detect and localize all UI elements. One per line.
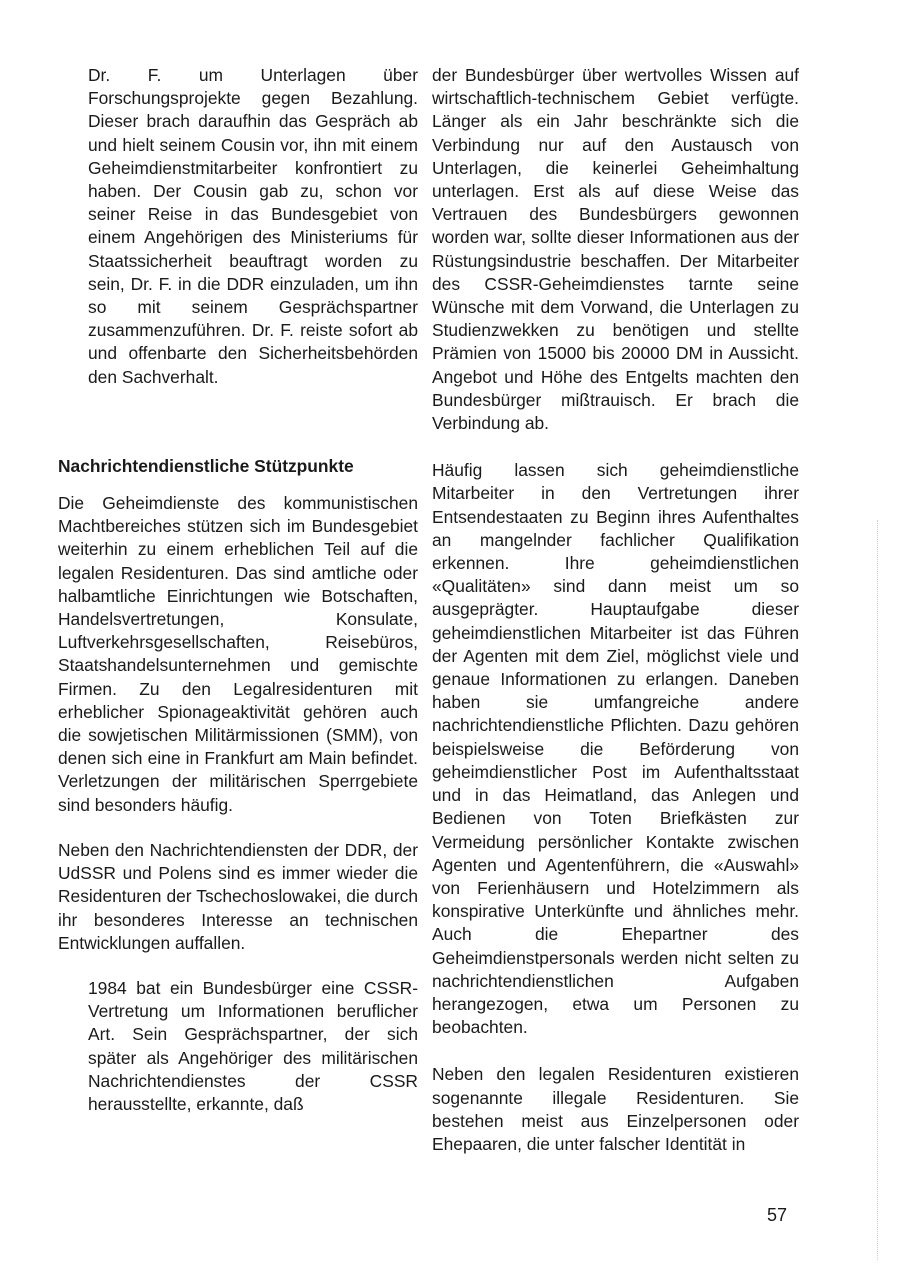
scan-edge-divider [877,520,878,1260]
paragraph-tschechoslowakei: Neben den Nachrichtendiensten der DDR, der UdSSR und Polens sind es immer wieder die Residenturen der Tschechoslowakei, die durch ihr besonderes Interesse an technischen Entwicklungen auffallen. [58,839,418,953]
paragraph-geheimdienst-mitarbeiter: Häufig lassen sich geheimdienstliche Mitarbeiter in den Vertretungen ihrer Entsendestaaten zu Beginn ihres Aufenthaltes an mangelnder fachlicher Qualifikation erkennen. Ihre geheimdienstlichen «Qualitäten» sind dann meist um so ausgeprägter. Hauptaufgabe dieser geheimdienstlichen Mitarbeiter ist das Führen der Agenten mit dem Ziel, möglichst viele und genaue Informationen zu erlangen. Daneben haben sie umfangreiche andere nachrichtendienstliche Pflichten. Dazu gehören beispielsweise die Beförderung von geheimdienstlicher Post im Aufenthaltsstaat und in das Heimatland, das Anlegen und Bedienen von Toten Briefkästen zur Vermeidung persönlicher Kontakte zwischen Agenten und Agentenführern, die «Auswahl» von Ferienhäusern und Hotelzimmern als konspirative Unterkünfte und ähnliches mehr. Auch die Ehepartner des Geheimdienstpersonals werden nicht selten zu nachrichtendienstlichen Aufgaben herangezogen, etwa um Personen zu beobachten. [432,460,799,1038]
left-column [58,64,418,1116]
paragraph-cssr-case-continued: der Bundesbürger über wertvolles Wissen auf wirtschaftlich-technischem Gebiet verfügte. Länger als ein Jahr beschränkte sich die Verbindung nur auf den Austausch von Unterlagen, die keinerlei Geheimhaltung unterlagen. Erst als auf diese Weise das Vertrauen des Bundesbürgers gewonnen worden war, sollte dieser Informationen aus der Rüstungsindustrie beschaffen. Der Mitarbeiter des CSSR-Geheimdienstes tarnte seine Wünsche mit dem Vorwand, die Unterlagen zu Studienzwekken zu benötigen und stellte Prämien von 15000 bis 20000 DM in Aussicht. Angebot und Höhe des Entgelts machten den Bundesbürger mißtrauisch. Er brach die Verbindung ab. [432,65,799,434]
page-number: 57 [767,1205,788,1225]
paragraph-cousin-case: Dr. F. um Unterlagen über Forschungsprojekte gegen Bezahlung. Dieser brach daraufhin das Gespräch ab und hielt seinem Cousin vor, ihn mit einem Geheimdienstmitarbeiter konfrontiert zu haben. Der Cousin gab zu, schon vor seiner Reise in das Bundesgebiet von einem Angehörigen des Ministeriums für Staatssicherheit beauftragt worden zu sein, Dr. F. in die DDR einzuladen, um ihn so mit seinem Gesprächspartner zusammenzuführen. Dr. F. reiste sofort ab und offenbarte den Sicherheitsbehörden den Sachverhalt. [88,65,418,387]
paragraph-illegale-residenturen: Neben den legalen Residenturen existieren sogenannte illegale Residenturen. Sie bestehen meist aus Einzelpersonen oder Ehepaaren, die unter falscher Identität in [432,1064,799,1154]
paragraph-cssr-case: 1984 bat ein Bundesbürger eine CSSR-Vertretung um Informationen beruflicher Art. Sein Gesprächspartner, der sich später als Angehöriger des militärischen Nachrichtendienstes der CSSR herausstellte, erkannte, daß [88,977,418,1114]
right-column [432,64,799,1156]
section-heading: Nachrichtendienstliche Stützpunkte [58,455,354,476]
paragraph-legal-residenturen: Die Geheimdienste des kommunistischen Machtbereiches stützen sich im Bundesgebiet weiterhin zu einem erheblichen Teil auf die legalen Residenturen. Das sind amtliche oder halbamtliche Einrichtungen wie Botschaften, Handelsvertretungen, Konsulate, Luftverkehrsgesellschaften, Reisebüros, Staatshandelsunternehmen und gemischte Firmen. Zu den Legalresidenturen mit erheblicher Spionageaktivität gehören auch die sowjetischen Militärmissionen (SMM), von denen sich eine in Frankfurt am Main befindet. Verletzungen der militärischen Sperrgebiete sind besonders häufig. [58,493,418,815]
